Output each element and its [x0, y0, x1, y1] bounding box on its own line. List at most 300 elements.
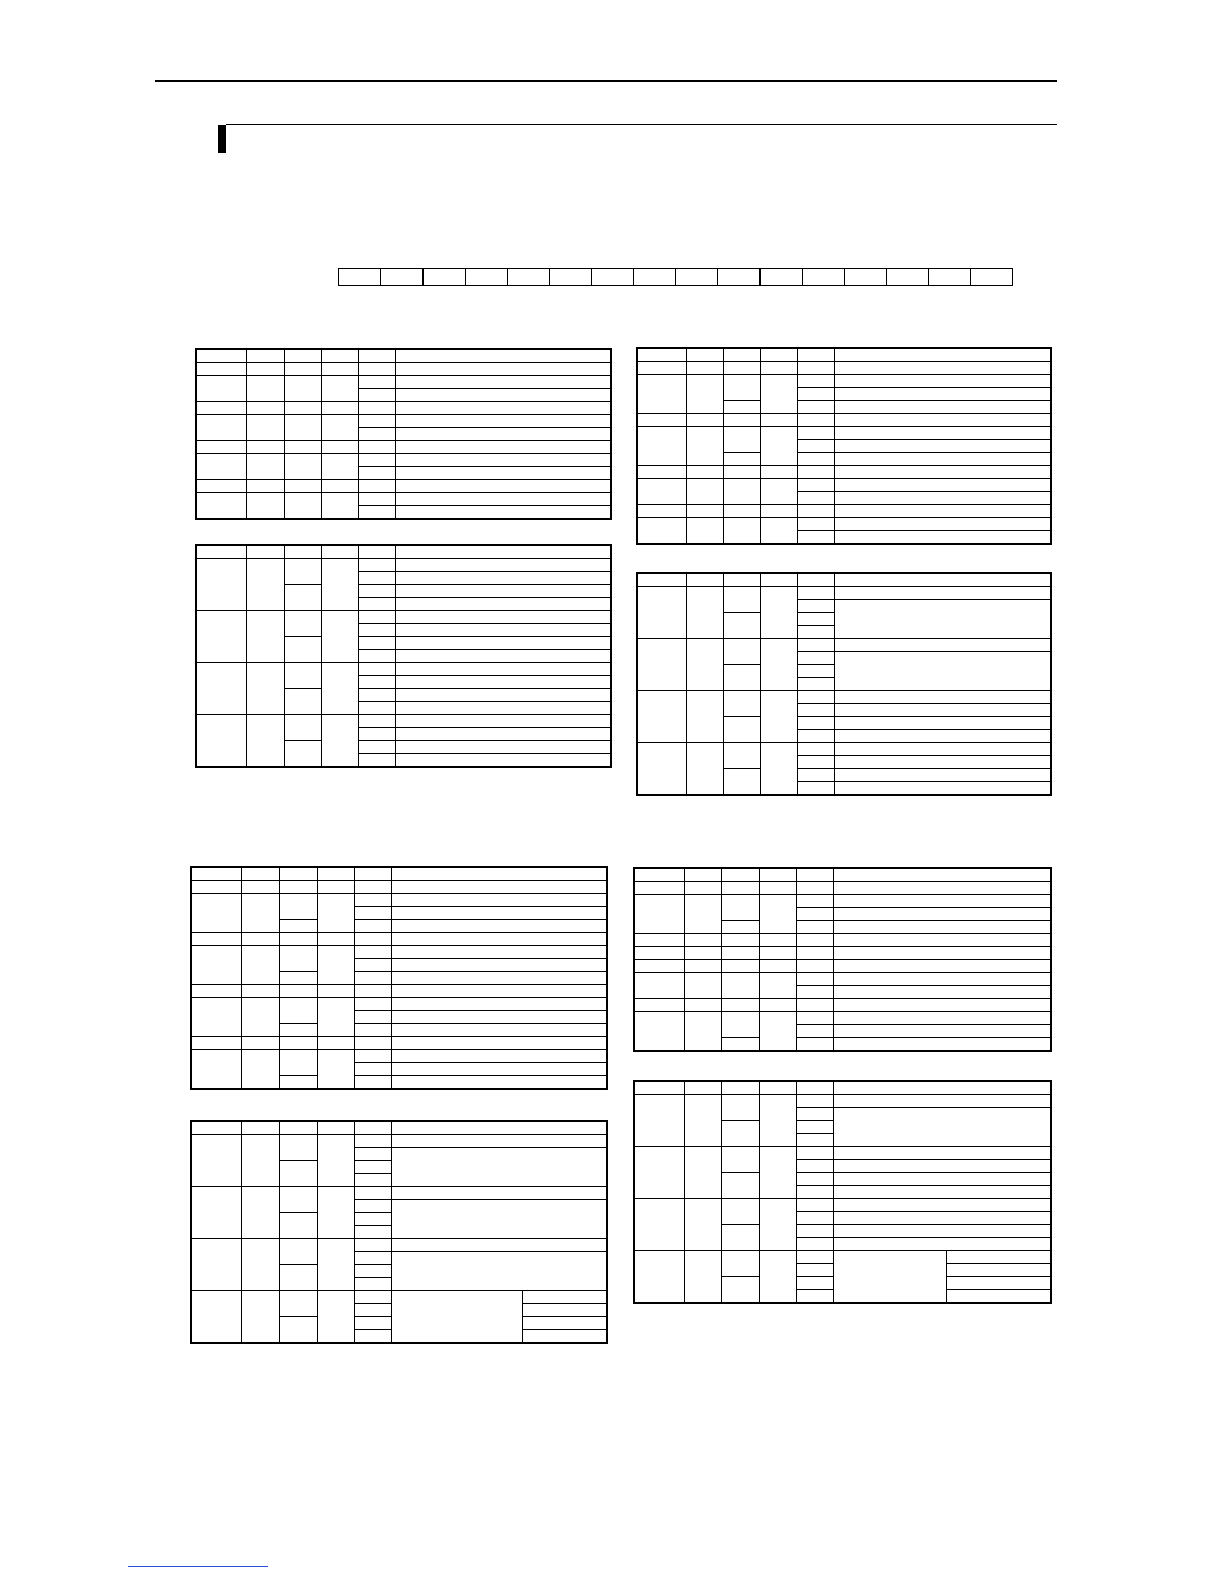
table-cell — [834, 440, 1051, 453]
table-row — [637, 587, 1051, 600]
table-cell — [354, 1226, 391, 1239]
table-cell — [796, 1121, 833, 1134]
bit-cell — [887, 269, 929, 286]
table-cell — [634, 1081, 684, 1095]
table-cell — [391, 933, 607, 946]
table-cell — [834, 362, 1051, 375]
table-cell — [721, 1173, 759, 1199]
table-cell — [721, 1277, 759, 1304]
table-cell — [797, 531, 834, 545]
table-cell — [686, 639, 723, 691]
table-row — [196, 363, 611, 376]
table-cell — [833, 882, 1051, 895]
table-cell — [395, 676, 611, 689]
table-cell — [284, 689, 321, 715]
table-cell — [391, 1011, 607, 1024]
table-cell — [759, 1012, 796, 1052]
table-cell — [395, 598, 611, 611]
table-cell — [395, 493, 611, 506]
table-row — [637, 362, 1051, 375]
table-cell — [760, 505, 797, 518]
table-cell — [946, 1277, 1051, 1290]
table-cell — [395, 467, 611, 480]
table-cell — [796, 973, 833, 986]
table-cell — [721, 960, 759, 973]
table-cell — [834, 401, 1051, 414]
table-cell — [522, 1291, 607, 1304]
table-header-row — [634, 868, 1051, 882]
table-cell — [796, 1238, 833, 1251]
table-cell — [833, 999, 1051, 1012]
table-cell — [684, 947, 721, 960]
table-cell — [358, 376, 395, 389]
table-cell — [833, 1012, 1051, 1025]
table-cell — [284, 545, 321, 559]
bit-cell — [550, 269, 592, 286]
table-cell — [759, 934, 796, 947]
table-cell — [634, 934, 684, 947]
table-cell — [833, 1212, 1051, 1225]
table-cell — [797, 704, 834, 717]
table-cell — [834, 479, 1051, 492]
table-cell — [637, 691, 686, 743]
table-cell — [723, 717, 760, 743]
table-cell — [354, 894, 391, 907]
table-row — [191, 985, 607, 998]
table-cell — [797, 453, 834, 466]
table-cell — [760, 518, 797, 545]
table-row — [196, 376, 611, 389]
table-cell — [358, 624, 395, 637]
table-cell — [834, 587, 1051, 600]
bit-cell — [592, 269, 634, 286]
table-cell — [358, 480, 395, 493]
table-cell — [358, 741, 395, 754]
table-cell — [797, 479, 834, 492]
table-row — [637, 466, 1051, 479]
table-cell — [797, 626, 834, 639]
table-cell — [196, 349, 246, 363]
table-cell — [284, 585, 321, 611]
table-cell — [354, 959, 391, 972]
table-cell — [317, 933, 354, 946]
table-row — [196, 493, 611, 506]
table-cell — [760, 587, 797, 639]
table-cell — [634, 947, 684, 960]
table-cell — [279, 1317, 317, 1344]
table-cell — [191, 946, 241, 985]
bit-cell — [339, 269, 381, 286]
table-cell — [354, 1050, 391, 1063]
header-rule — [155, 80, 1057, 82]
table-cell — [391, 1200, 607, 1239]
table-cell — [723, 466, 760, 479]
table-cell — [721, 882, 759, 895]
table-cell — [354, 1037, 391, 1050]
table-cell — [760, 573, 797, 587]
table-cell — [797, 691, 834, 704]
table-row — [637, 414, 1051, 427]
table-cell — [321, 559, 358, 611]
table-cell — [834, 505, 1051, 518]
table-cell — [279, 1213, 317, 1239]
table-cell — [686, 505, 723, 518]
table-cell — [796, 1225, 833, 1238]
table-cell — [279, 1076, 317, 1090]
table-cell — [191, 867, 241, 881]
table-cell — [684, 960, 721, 973]
table-cell — [196, 715, 246, 768]
table-header-row — [196, 349, 611, 363]
table-row — [634, 947, 1051, 960]
table-cell — [317, 1239, 354, 1291]
table-cell — [358, 559, 395, 572]
table-row — [637, 375, 1051, 388]
table-cell — [279, 1239, 317, 1265]
table-cell — [284, 493, 321, 520]
table-cell — [684, 1081, 721, 1095]
table-cell — [833, 934, 1051, 947]
table-cell — [321, 545, 358, 559]
table-cell — [637, 639, 686, 691]
table-cell — [723, 518, 760, 545]
table-cell — [395, 402, 611, 415]
table-cell — [191, 933, 241, 946]
table-row — [634, 1095, 1051, 1108]
table-cell — [354, 1011, 391, 1024]
table-cell — [354, 1330, 391, 1344]
table-cell — [833, 1251, 946, 1304]
table-cell — [241, 881, 279, 894]
table-cell — [284, 637, 321, 663]
table-cell — [796, 960, 833, 973]
table-cell — [686, 743, 723, 796]
table-cell — [834, 652, 1051, 691]
table-cell — [354, 933, 391, 946]
table-cell — [395, 611, 611, 624]
table-cell — [317, 894, 354, 933]
table-cell — [637, 414, 686, 427]
bit-cell — [718, 269, 761, 286]
table-cell — [395, 376, 611, 389]
table-cell — [834, 743, 1051, 756]
table-cell — [354, 1121, 391, 1135]
table-cell — [723, 587, 760, 613]
table-cell — [834, 492, 1051, 505]
table-row — [191, 1037, 607, 1050]
register-table-6 — [190, 1120, 608, 1344]
table-cell — [834, 769, 1051, 782]
table-row — [191, 946, 607, 959]
table-cell — [721, 934, 759, 947]
footer-link[interactable] — [128, 1566, 268, 1567]
table-cell — [354, 1252, 391, 1265]
table-cell — [246, 715, 284, 768]
table-cell — [196, 402, 246, 415]
table-cell — [686, 348, 723, 362]
table-cell — [241, 867, 279, 881]
table-header-row — [637, 348, 1051, 362]
table-cell — [358, 506, 395, 520]
table-cell — [723, 665, 760, 691]
table-cell — [797, 573, 834, 587]
table-cell — [246, 545, 284, 559]
table-cell — [246, 454, 284, 480]
table-cell — [833, 1199, 1051, 1212]
table-cell — [721, 1147, 759, 1173]
table-cell — [797, 401, 834, 414]
table-cell — [391, 1050, 607, 1063]
table-cell — [358, 493, 395, 506]
table-cell — [395, 389, 611, 402]
table-cell — [321, 402, 358, 415]
table-cell — [358, 428, 395, 441]
section-marker — [218, 125, 226, 153]
table-row — [191, 1291, 607, 1304]
table-cell — [796, 882, 833, 895]
table-cell — [686, 375, 723, 414]
table-cell — [723, 362, 760, 375]
table-cell — [759, 947, 796, 960]
table-cell — [279, 881, 317, 894]
table-cell — [796, 1186, 833, 1199]
table-cell — [759, 1095, 796, 1147]
table-cell — [246, 559, 284, 611]
table-cell — [321, 611, 358, 663]
table-row — [634, 882, 1051, 895]
table-cell — [833, 1147, 1051, 1160]
table-row — [637, 743, 1051, 756]
table-cell — [284, 402, 321, 415]
table-cell — [796, 1038, 833, 1052]
table-cell — [391, 920, 607, 933]
table-cell — [721, 1012, 759, 1038]
bit-cell — [508, 269, 550, 286]
table-cell — [686, 427, 723, 466]
table-cell — [684, 973, 721, 999]
table-cell — [354, 867, 391, 881]
table-cell — [395, 689, 611, 702]
table-cell — [833, 947, 1051, 960]
table-row — [637, 505, 1051, 518]
table-cell — [321, 349, 358, 363]
table-cell — [279, 867, 317, 881]
table-cell — [354, 1278, 391, 1291]
table-cell — [797, 782, 834, 796]
table-cell — [317, 985, 354, 998]
register-table-7 — [633, 867, 1052, 1052]
table-cell — [760, 375, 797, 414]
table-cell — [395, 428, 611, 441]
table-cell — [637, 743, 686, 796]
table-cell — [354, 1317, 391, 1330]
table-cell — [759, 999, 796, 1012]
table-cell — [358, 585, 395, 598]
table-row — [191, 881, 607, 894]
table-cell — [196, 663, 246, 715]
table-cell — [721, 1121, 759, 1147]
table-cell — [796, 1108, 833, 1121]
table-cell — [686, 362, 723, 375]
table-cell — [684, 1251, 721, 1304]
table-cell — [358, 389, 395, 402]
table-cell — [354, 1265, 391, 1278]
table-cell — [796, 1147, 833, 1160]
table-cell — [241, 1291, 279, 1344]
table-cell — [834, 730, 1051, 743]
table-row — [196, 715, 611, 728]
table-row — [634, 1251, 1051, 1264]
table-cell — [358, 663, 395, 676]
table-cell — [721, 921, 759, 934]
table-cell — [395, 650, 611, 663]
table-cell — [796, 1264, 833, 1277]
table-cell — [637, 348, 686, 362]
table-cell — [391, 1037, 607, 1050]
table-cell — [358, 715, 395, 728]
table-cell — [797, 652, 834, 665]
table-cell — [797, 665, 834, 678]
table-cell — [797, 492, 834, 505]
table-cell — [191, 1037, 241, 1050]
bit-strip — [338, 268, 1013, 286]
table-cell — [358, 441, 395, 454]
table-cell — [358, 402, 395, 415]
table-cell — [358, 689, 395, 702]
table-cell — [796, 1025, 833, 1038]
table-cell — [759, 1081, 796, 1095]
table-cell — [522, 1317, 607, 1330]
table-cell — [833, 1108, 1051, 1147]
table-row — [196, 663, 611, 676]
table-cell — [358, 467, 395, 480]
table-row — [634, 1147, 1051, 1160]
table-cell — [191, 1121, 241, 1135]
table-cell — [246, 363, 284, 376]
table-cell — [797, 639, 834, 652]
table-cell — [634, 1147, 684, 1199]
table-cell — [395, 559, 611, 572]
table-cell — [196, 480, 246, 493]
table-cell — [723, 348, 760, 362]
table-cell — [760, 639, 797, 691]
table-cell — [391, 1024, 607, 1037]
table-cell — [684, 882, 721, 895]
table-cell — [684, 1012, 721, 1052]
table-cell — [684, 999, 721, 1012]
table-cell — [196, 493, 246, 520]
table-cell — [721, 1095, 759, 1121]
table-row — [637, 518, 1051, 531]
table-cell — [196, 611, 246, 663]
table-cell — [637, 362, 686, 375]
register-table-4 — [636, 572, 1052, 796]
table-cell — [797, 743, 834, 756]
table-cell — [391, 1063, 607, 1076]
table-cell — [760, 743, 797, 796]
table-cell — [284, 415, 321, 441]
table-cell — [395, 480, 611, 493]
table-cell — [834, 600, 1051, 639]
register-table-3 — [636, 347, 1052, 545]
table-cell — [241, 946, 279, 985]
table-cell — [833, 960, 1051, 973]
table-cell — [686, 691, 723, 743]
table-cell — [196, 441, 246, 454]
table-cell — [723, 743, 760, 769]
table-cell — [241, 985, 279, 998]
table-cell — [191, 894, 241, 933]
table-cell — [797, 466, 834, 479]
table-cell — [797, 613, 834, 626]
table-cell — [191, 1135, 241, 1187]
table-cell — [797, 348, 834, 362]
table-cell — [946, 1251, 1051, 1264]
table-cell — [796, 1173, 833, 1186]
table-cell — [759, 882, 796, 895]
table-cell — [723, 573, 760, 587]
table-cell — [284, 715, 321, 741]
table-header-row — [634, 1081, 1051, 1095]
table-cell — [723, 769, 760, 796]
table-cell — [317, 1291, 354, 1344]
table-row — [196, 480, 611, 493]
table-cell — [246, 663, 284, 715]
table-cell — [684, 895, 721, 934]
table-row — [637, 691, 1051, 704]
table-cell — [358, 572, 395, 585]
table-cell — [354, 881, 391, 894]
table-cell — [246, 493, 284, 520]
table-cell — [279, 933, 317, 946]
table-cell — [241, 1121, 279, 1135]
table-cell — [354, 1063, 391, 1076]
table-cell — [686, 587, 723, 639]
table-cell — [684, 934, 721, 947]
table-cell — [196, 415, 246, 441]
table-cell — [759, 895, 796, 934]
table-row — [196, 402, 611, 415]
table-cell — [686, 573, 723, 587]
table-cell — [796, 1095, 833, 1108]
table-cell — [796, 986, 833, 999]
table-cell — [796, 934, 833, 947]
table-cell — [395, 415, 611, 428]
table-cell — [358, 598, 395, 611]
table-cell — [796, 1212, 833, 1225]
table-cell — [522, 1330, 607, 1344]
table-cell — [721, 1251, 759, 1277]
table-cell — [395, 754, 611, 768]
table-cell — [796, 1290, 833, 1304]
table-cell — [191, 881, 241, 894]
table-cell — [833, 1095, 1051, 1108]
table-cell — [279, 920, 317, 933]
table-cell — [796, 1081, 833, 1095]
table-cell — [634, 999, 684, 1012]
table-row — [634, 934, 1051, 947]
bit-cell — [634, 269, 676, 286]
table-cell — [634, 960, 684, 973]
bit-cell — [803, 269, 845, 286]
table-cell — [759, 973, 796, 999]
table-cell — [796, 895, 833, 908]
table-cell — [760, 348, 797, 362]
table-cell — [833, 1160, 1051, 1173]
table-cell — [759, 960, 796, 973]
table-row — [191, 1239, 607, 1252]
table-cell — [317, 867, 354, 881]
